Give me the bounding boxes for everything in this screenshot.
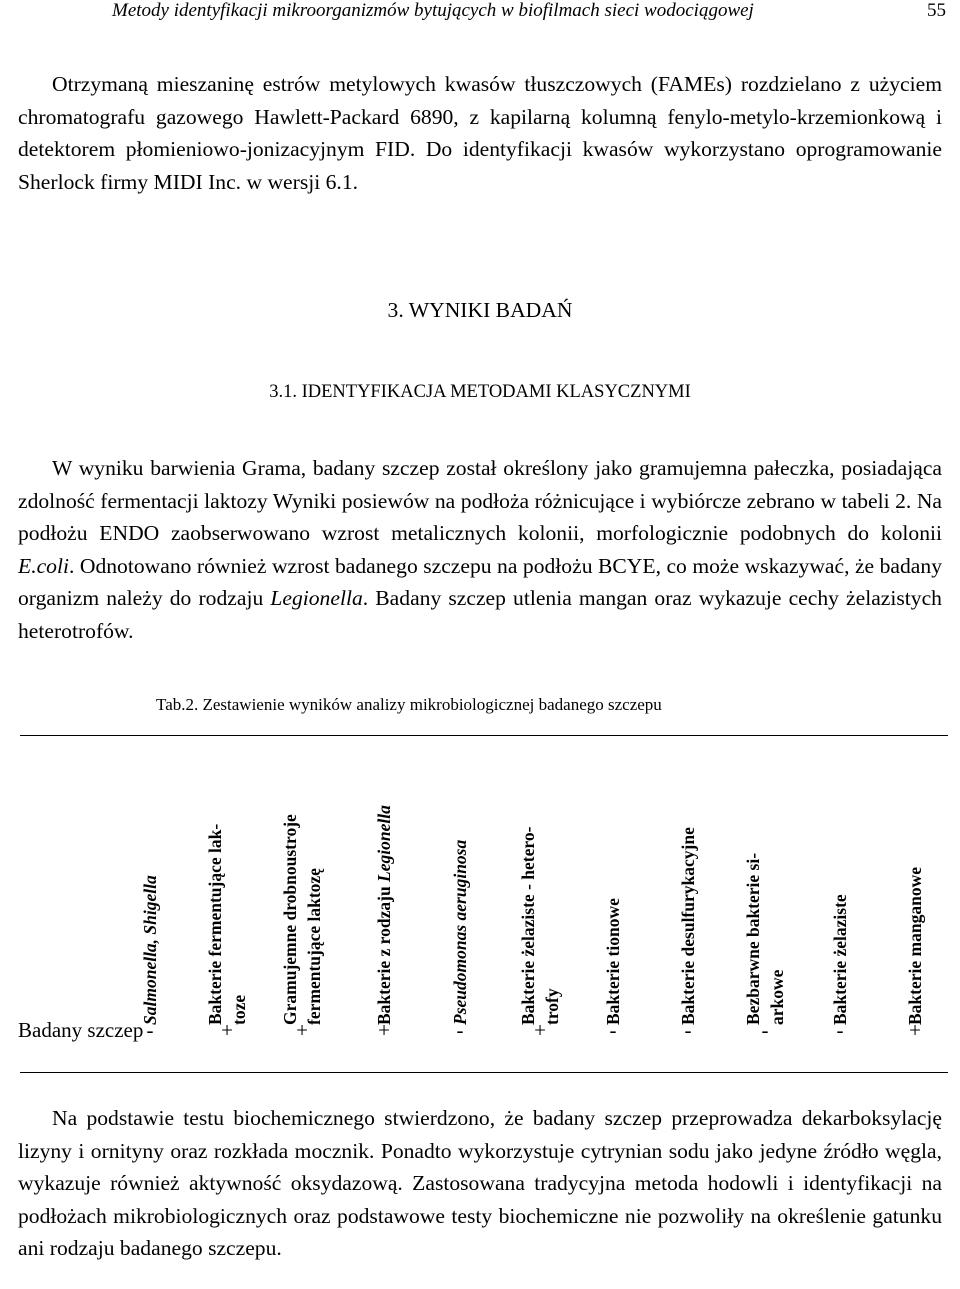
table-cell: - bbox=[684, 1018, 692, 1042]
results-text-3: . Badany szczep utlenia mangan oraz wykazuje cechy żelazistych heterotrofów. bbox=[18, 586, 942, 643]
column-header-line: Bakterie tionowe bbox=[603, 898, 623, 1025]
table-cell: - bbox=[609, 1018, 617, 1042]
column-header-line: toze bbox=[229, 994, 249, 1025]
paragraph-biochemical: Na podstawie testu biochemicznego stwierdzono, że badany szczep przeprowadza dekarboksylację lizyny i ornityny oraz rozkłada mocznik. Ponadto wykorzystuje cytrynian sodu jako jedyne źródło węgla, wykazuje również aktywność oksydazową. Zastosowana tradycyjna metoda hodowli i identyfikacji na podłożach mikrobiologicznych oraz podstawowe testy biochemiczne nie pozwoliły na określenie gatunku ani rodzaju badanego szczepu. bbox=[18, 1106, 942, 1260]
column-header-line: Bakterie desulfurykacyjne bbox=[678, 827, 698, 1025]
table-cell: + bbox=[378, 1018, 390, 1042]
column-header bbox=[676, 740, 700, 1025]
column-header-line: arkowe bbox=[767, 969, 787, 1025]
column-header-prefix: Bakterie z rodzaju bbox=[374, 881, 394, 1025]
table-cell: - bbox=[146, 1018, 154, 1042]
table-row-label: Badany szczep bbox=[18, 1018, 144, 1042]
column-header-line: Pseudomonas aeruginosa bbox=[450, 839, 470, 1025]
table-top-rule bbox=[20, 735, 948, 736]
column-header bbox=[138, 740, 162, 1025]
column-header bbox=[278, 740, 326, 1025]
table-bottom-rule bbox=[20, 1072, 948, 1073]
table-cell: + bbox=[296, 1018, 308, 1042]
column-header-line: Bezbarwne bakterie si- bbox=[743, 852, 763, 1025]
column-header bbox=[741, 740, 789, 1025]
column-header bbox=[601, 740, 625, 1025]
table-cell: - bbox=[761, 1018, 769, 1042]
subsection-heading: 3.1. IDENTYFIKACJA METODAMI KLASYCZNYMI bbox=[269, 382, 691, 402]
column-header-genus: Legionella bbox=[374, 805, 394, 882]
column-header-line bbox=[372, 740, 396, 1025]
column-header bbox=[828, 740, 852, 1025]
column-header-line: Salmonella, Shigella bbox=[140, 875, 160, 1025]
column-header bbox=[372, 740, 396, 1025]
column-header-line: Gramujemne drobnoustroje bbox=[280, 814, 300, 1025]
section-heading: 3. WYNIKI BADAŃ bbox=[387, 298, 573, 322]
column-header-line: trofy bbox=[542, 988, 562, 1025]
table-cell: + bbox=[221, 1018, 233, 1042]
legionella-term: Legionella bbox=[270, 586, 363, 610]
column-header-line: Bakterie fermentujące lak- bbox=[205, 823, 225, 1025]
running-title: Metody identyfikacji mikroorganizmów bytujących w biofilmach sieci wodociągowej bbox=[112, 0, 754, 21]
table-cell: - bbox=[456, 1018, 464, 1042]
results-text-1: W wyniku barwienia Grama, badany szczep został określony jako gramujemna pałeczka, posiadająca zdolność fermentacji laktozy Wyniki posiewów na podłoża różnicujące i wybiórcze zebrano w tabeli 2. Na podłożu ENDO zaobserwowano wzrost metalicznych kolonii, morfologicznie podobnych do kolonii bbox=[18, 456, 942, 545]
column-header-line: Bakterie żelaziste - hetero- bbox=[518, 826, 538, 1025]
table-cell: + bbox=[534, 1018, 546, 1042]
paragraph-results bbox=[18, 452, 942, 647]
table-cell: - bbox=[836, 1018, 844, 1042]
page-number: 55 bbox=[927, 0, 946, 21]
column-header bbox=[448, 740, 472, 1025]
results-text-2: . Odnotowano również wzrost badanego szczepu na podłożu BCYE, co może wskazywać, że badany organizm należy do rodzaju bbox=[18, 553, 942, 610]
table-caption: Tab.2. Zestawienie wyników analizy mikrobiologicznej badanego szczepu bbox=[156, 695, 662, 714]
column-header-line: Bakterie żelaziste bbox=[830, 894, 850, 1025]
column-header bbox=[203, 740, 251, 1025]
column-header-line: fermentujące laktozę bbox=[304, 868, 324, 1025]
table-cell: + bbox=[909, 1018, 921, 1042]
column-header-line: Bakterie manganowe bbox=[905, 867, 925, 1025]
column-header bbox=[903, 740, 927, 1025]
column-header bbox=[516, 740, 564, 1025]
running-header bbox=[0, 0, 960, 28]
ecoli-term: E.coli bbox=[18, 553, 69, 578]
paragraph-methods: Otrzymaną mieszaninę estrów metylowych kwasów tłuszczowych (FAMEs) rozdzielano z użyciem chromatografu gazowego Hawlett-Packard 6890, z kapilarną kolumną fenylo-metylo-krzemionkową i detektorem płomieniowo-jonizacyjnym FID. Do identyfikacji kwasów wykorzystano oprogramowanie Sherlock firmy MIDI Inc. w wersji 6.1. bbox=[18, 72, 942, 194]
